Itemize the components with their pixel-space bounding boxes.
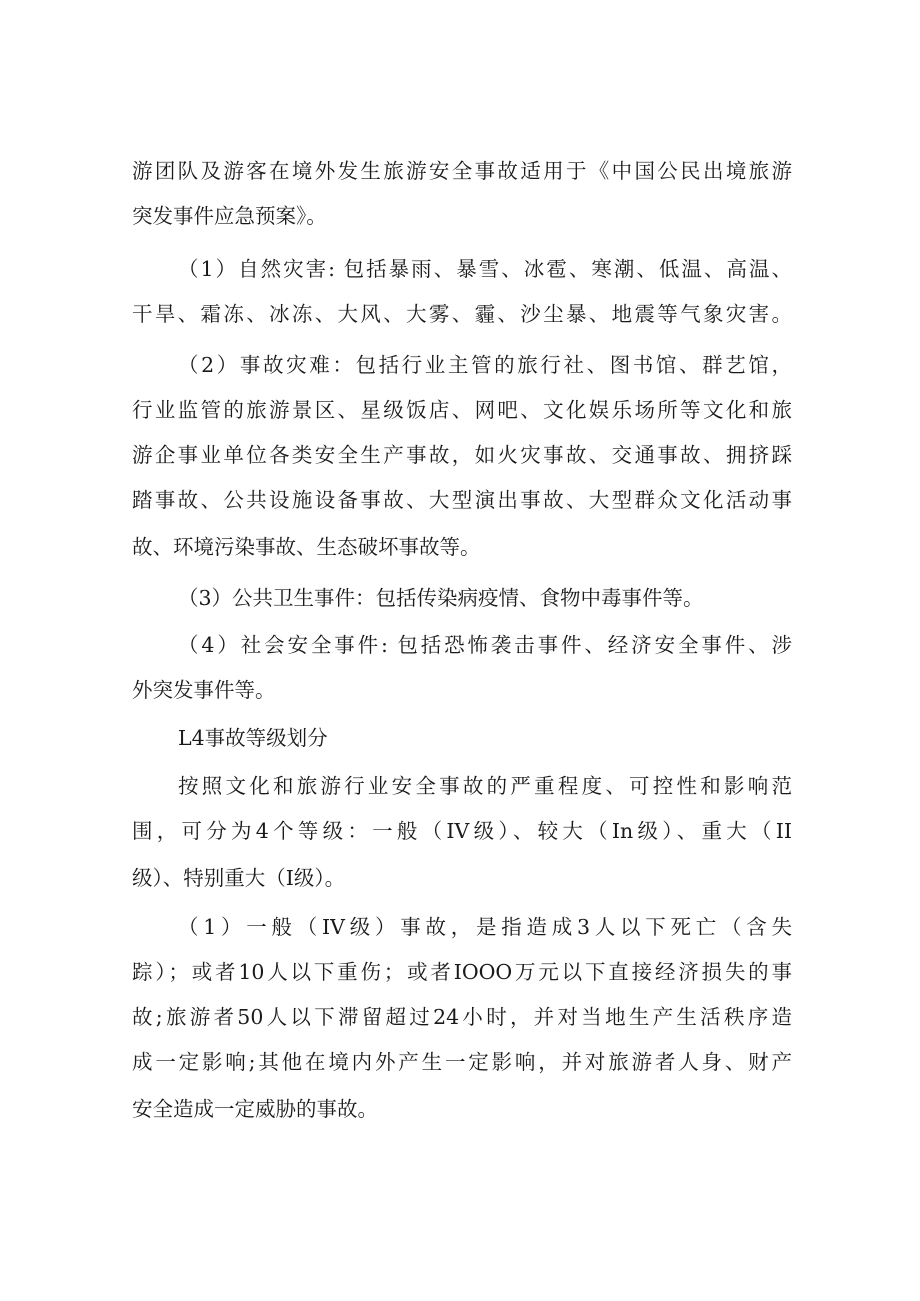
text-line-3: （1）自然灾害: 包括暴雨、暴雪、冰雹、寒潮、低温、高温、 bbox=[178, 257, 792, 281]
text-line-21: 安全造成一定威胁的事故。 bbox=[132, 1097, 378, 1121]
text-line-19: 故;旅游者50人以下滞留超过24小时，并对当地生产生活秩序造 bbox=[132, 1005, 792, 1029]
text-line-4: 干旱、霜冻、冰冻、大风、大雾、霾、沙尘暴、地震等气象灾害。 bbox=[132, 302, 792, 326]
text-line-16: 级）、特别重大（I级）。 bbox=[132, 866, 346, 890]
text-line-9: 故、环境污染事故、生态破坏事故等。 bbox=[132, 535, 481, 559]
text-line-1: 游团队及游客在境外发生旅游安全事故适用于《中国公民出境旅游 bbox=[132, 159, 792, 183]
text-line-20: 成一定影响;其他在境内外产生一定影响，并对旅游者人身、财产 bbox=[132, 1050, 792, 1074]
text-line-7: 游企事业单位各类安全生产事故，如火灾事故、交通事故、拥挤踩 bbox=[132, 443, 792, 467]
text-line-11: （4）社会安全事件: 包括恐怖袭击事件、经济安全事件、涉 bbox=[178, 633, 792, 657]
text-line-2: 突发事件应急预案》。 bbox=[132, 204, 327, 228]
text-line-5: （2）事故灾难：包括行业主管的旅行社、图书馆、群艺馆， bbox=[178, 353, 792, 377]
text-line-12: 外突发事件等。 bbox=[132, 678, 276, 702]
text-line-10: （3）公共卫生事件：包括传染病疫情、食物中毒事件等。 bbox=[178, 586, 704, 610]
text-line-15: 围，可分为4个等级：一般（IV级）、较大（In级）、重大（II bbox=[132, 819, 792, 843]
text-line-14: 按照文化和旅游行业安全事故的严重程度、可控性和影响范 bbox=[178, 774, 792, 798]
text-line-6: 行业监管的旅游景区、星级饭店、网吧、文化娱乐场所等文化和旅 bbox=[132, 398, 792, 422]
section-heading: L4事故等级划分 bbox=[178, 726, 328, 750]
text-line-8: 踏事故、公共设施设备事故、大型演出事故、大型群众文化活动事 bbox=[132, 488, 792, 512]
text-line-18: 踪）；或者10人以下重伤；或者IOOO万元以下直接经济损失的事 bbox=[132, 960, 792, 984]
text-line-17: （1）一般（IV级）事故，是指造成3人以下死亡（含失 bbox=[178, 915, 792, 939]
